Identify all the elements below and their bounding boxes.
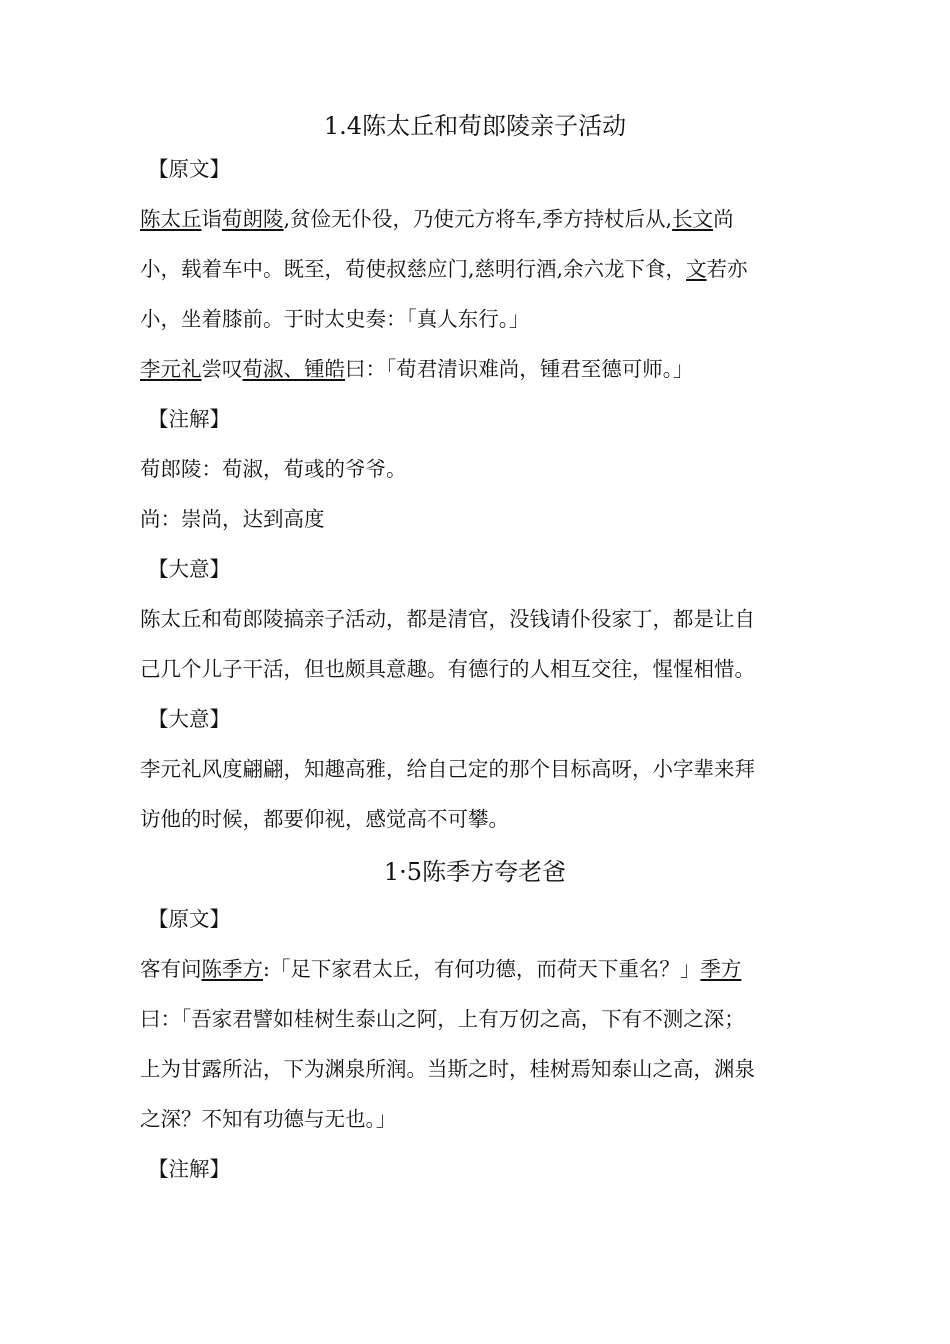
underlined-name: 荀淑、锺皓 — [242, 357, 345, 381]
yuanwen-line-3: 小，坐着膝前。于时太史奏：「真人东行。」 — [140, 307, 530, 331]
text-run: :「足下家君太丘，有何功德，而荷天下重名？」 — [263, 957, 701, 981]
underlined-name: 长文 — [672, 207, 714, 231]
text-run: 曰：「荀君清识难尚，锺君至德可师。」 — [345, 357, 694, 381]
text-run: 若亦 — [706, 257, 748, 281]
zhujie-heading: 【注解】 — [148, 1157, 230, 1181]
yuanwen-line-1 — [140, 955, 741, 983]
yuanwen-heading: 【原文】 — [148, 157, 230, 181]
yuanwen-line-4: 之深？不知有功德与无也。」 — [140, 1107, 397, 1131]
text-run: 尚 — [713, 207, 734, 231]
yuanwen-line-3: 上为甘露所沾，下为渊泉所润。当斯之时，桂树焉知泰山之高，渊泉 — [140, 1057, 755, 1081]
yuanwen-heading: 【原文】 — [148, 907, 230, 931]
underlined-name: 陈太丘 — [140, 207, 202, 231]
text-run: 诣 — [201, 207, 222, 231]
dayi-line: 李元礼风度翩翩，知趣高雅，给自己定的那个目标高呀，小字辈来拜 — [140, 757, 755, 781]
section-title-1-4: 1.4陈太丘和荀郎陵亲子活动 — [323, 112, 627, 140]
underlined-name: 李元礼 — [140, 357, 202, 381]
text-run: 尝叹 — [201, 357, 243, 381]
text-run: 客有问 — [140, 957, 202, 981]
text-run: 小，载着车中。既至，荀使叔慈应门,慈明行酒,余六龙下食， — [140, 257, 687, 281]
dayi-line: 陈太丘和荀郎陵搞亲子活动，都是清官，没钱请仆役家丁，都是让自 — [140, 607, 755, 631]
dayi-line: 己几个儿子干活，但也颇具意趣。有德行的人相互交往，惺惺相惜。 — [140, 657, 755, 681]
yuanwen-line-4 — [140, 355, 694, 383]
underlined-name: 文 — [686, 257, 707, 281]
zhujie-heading: 【注解】 — [148, 407, 230, 431]
dayi-heading: 【大意】 — [148, 557, 230, 581]
underlined-name: 陈季方 — [201, 957, 263, 981]
yuanwen-line-2: 曰：「吾家君譬如桂树生泰山之阿，上有万仞之高，下有不测之深； — [140, 1007, 745, 1031]
text-run: ,贫俭无仆役，乃使元方将车,季方持杖后从, — [283, 207, 673, 231]
dayi-heading: 【大意】 — [148, 707, 230, 731]
zhujie-line: 尚：崇尚，达到高度 — [140, 507, 325, 531]
dayi-line: 访他的时候，都要仰视，感觉高不可攀。 — [140, 807, 509, 831]
zhujie-line: 荀郎陵：荀淑，荀彧的爷爷。 — [140, 457, 407, 481]
yuanwen-line-2 — [140, 255, 748, 283]
underlined-name: 荀朗陵 — [222, 207, 284, 231]
underlined-name: 季方 — [700, 957, 742, 981]
section-title-1-5: 1·5陈季方夸老爸 — [383, 858, 567, 886]
yuanwen-line-1 — [140, 205, 734, 233]
